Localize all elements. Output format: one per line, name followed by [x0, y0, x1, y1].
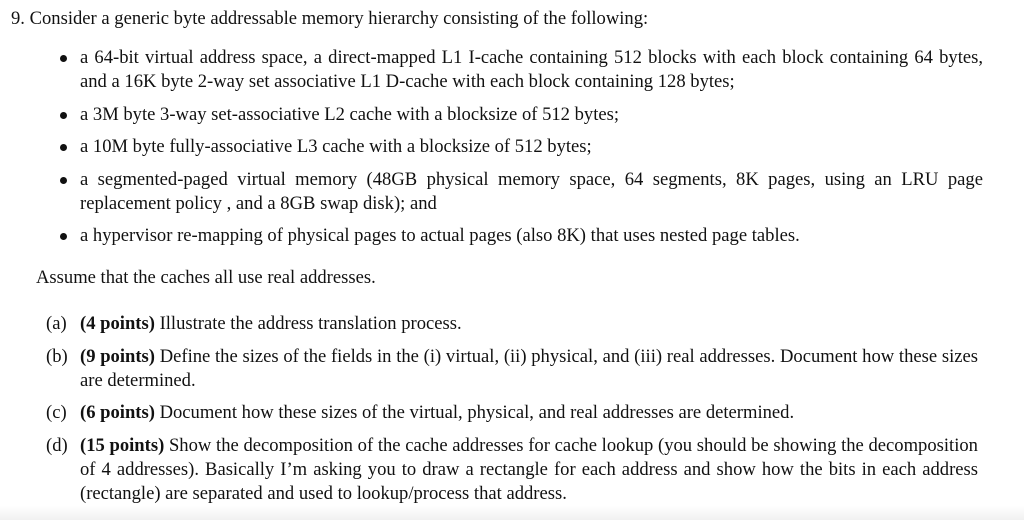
bullet-dot-icon [60, 233, 67, 240]
part-label: (c) [46, 402, 67, 423]
question-part-c [46, 401, 978, 425]
question-part-b [46, 345, 978, 393]
question-heading [11, 7, 648, 31]
bullet-text: a 10M byte fully-associative L3 cache with a blocksize of 512 bytes; [80, 136, 592, 157]
part-points: (4 points) [80, 313, 160, 334]
bullet-dot-icon [60, 144, 67, 151]
question-parts-list [46, 312, 978, 514]
question-number: 9. [11, 8, 25, 29]
part-label: (a) [46, 313, 67, 334]
bullet-item [58, 168, 983, 216]
question-part-a [46, 312, 978, 336]
part-text: Define the sizes of the fields in the (i) virtual, (ii) physical, and (iii) real addresses. Document how these sizes are determined. [80, 345, 978, 391]
bullet-item [58, 46, 983, 94]
question-part-d [46, 434, 978, 506]
bullet-item [58, 135, 983, 159]
part-label: (d) [46, 434, 68, 456]
bullet-text: a hypervisor re-mapping of physical pages to actual pages (also 8K) that uses nested page tables. [80, 225, 800, 246]
part-text: Illustrate the address translation process. [159, 313, 462, 334]
question-text: Consider a generic byte addressable memory hierarchy consisting of the following: [29, 8, 649, 29]
assumption-text: Assume that the caches all use real addresses. [36, 267, 376, 288]
bullet-item [58, 224, 983, 248]
part-text: Show the decomposition of the cache addresses for cache lookup (you should be showing the decomposition of 4 addresses). Basically I’m asking you to draw a rectangle for each address and show how the bits in each address (rectangle) are separated and used to lookup/process that address. [80, 434, 978, 504]
bullet-text: a 64-bit virtual address space, a direct-mapped L1 I-cache containing 512 blocks with each block containing 64 bytes, and a 16K byte 2-way set associative L1 D-cache with each block containing 128 bytes; [80, 47, 983, 92]
part-points: (6 points) [80, 402, 160, 423]
bullet-text: a segmented-paged virtual memory (48GB physical memory space, 64 segments, 8K pages, using an LRU page replacement policy , and a 8GB swap disk); and [80, 168, 983, 214]
bullet-item [58, 103, 983, 127]
part-points: (15 points) [80, 434, 169, 456]
part-label: (b) [46, 345, 68, 367]
bullet-text: a 3M byte 3-way set-associative L2 cache with a blocksize of 512 bytes; [80, 103, 620, 125]
bullet-dot-icon [60, 177, 67, 184]
part-points: (9 points) [80, 345, 160, 367]
hierarchy-bullet-list [58, 46, 983, 257]
part-text: Document how these sizes of the virtual, physical, and real addresses are determined. [159, 402, 795, 423]
bullet-dot-icon [60, 55, 67, 62]
page-bottom-shadow [0, 506, 1024, 520]
bullet-dot-icon [60, 112, 67, 119]
